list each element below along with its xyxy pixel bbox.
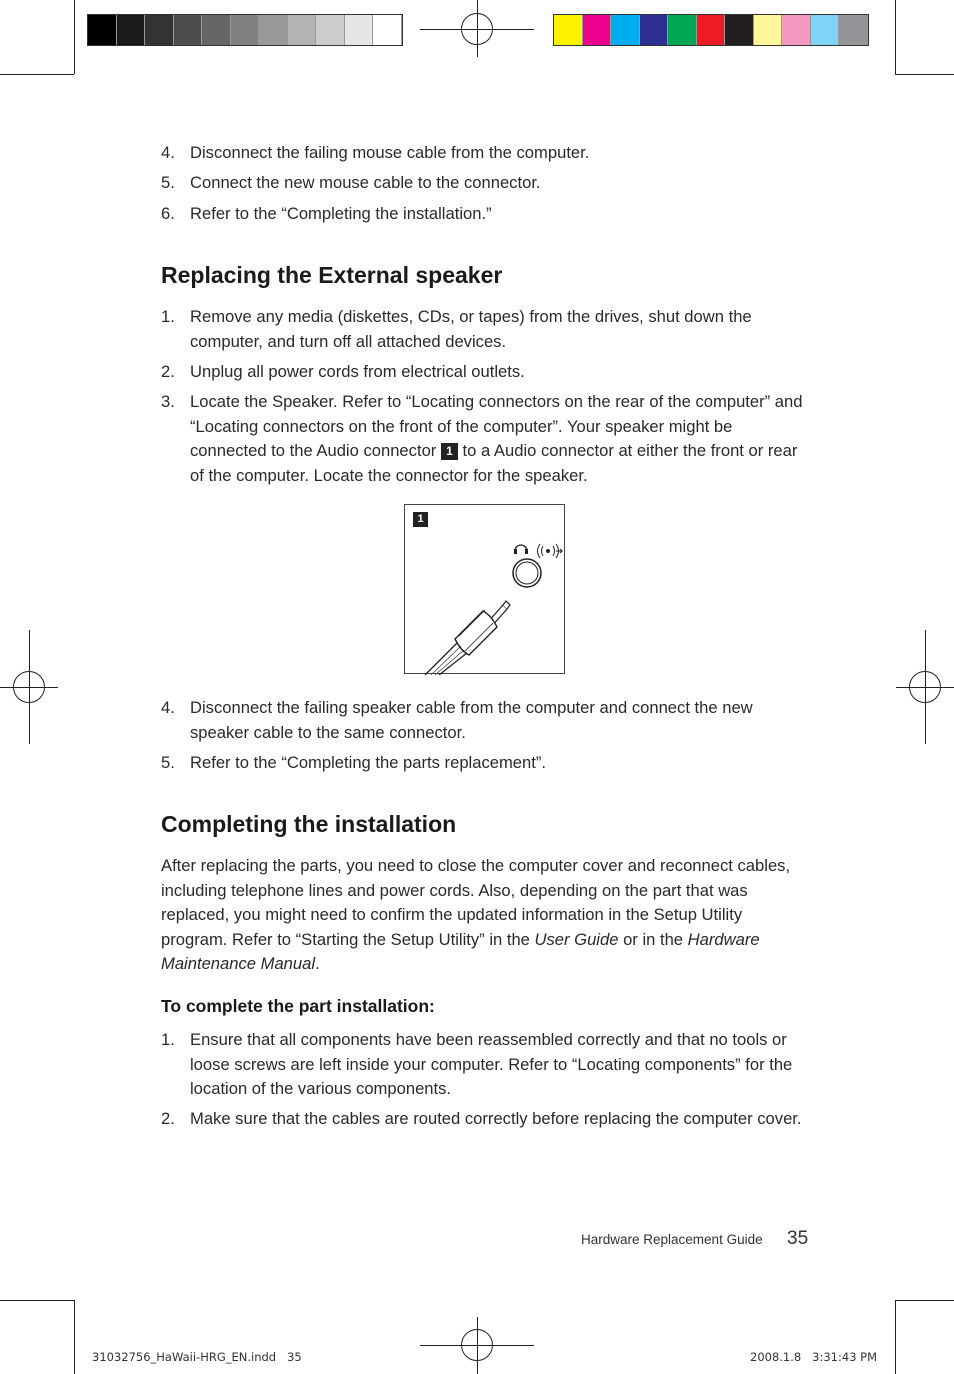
step-number: 2. bbox=[161, 362, 175, 381]
section-title-completing-installation: Completing the installation bbox=[161, 811, 457, 837]
audio-plug-illustration bbox=[405, 505, 566, 675]
step-number: 1. bbox=[161, 1030, 175, 1049]
color-swatch bbox=[640, 15, 669, 45]
color-swatch bbox=[117, 15, 146, 45]
hmm-reference: Hardware Maintenance Manual bbox=[161, 929, 760, 974]
process-color-bar bbox=[553, 14, 869, 46]
step-number: 5. bbox=[161, 173, 175, 192]
step-text bbox=[190, 390, 813, 488]
grayscale-color-bar bbox=[87, 14, 403, 46]
color-swatch bbox=[145, 15, 174, 45]
color-swatch bbox=[611, 15, 640, 45]
step-text: Disconnect the failing mouse cable from the computer. bbox=[190, 143, 590, 162]
color-swatch bbox=[373, 15, 402, 45]
color-swatch bbox=[88, 15, 117, 45]
step-number: 6. bbox=[161, 204, 175, 223]
color-swatch bbox=[811, 15, 840, 45]
paragraph-text: After replacing the parts, you need to close the computer cover and reconnect cables, including telephone lines and power cords. Also, depending on the part that was replaced, you might need to confirm the updated information in the Setup Utility program. Refer to “Starting the Setup Utility” in the bbox=[161, 856, 791, 949]
color-swatch bbox=[554, 15, 583, 45]
color-swatch bbox=[259, 15, 288, 45]
footer-guide-title: Hardware Replacement Guide bbox=[581, 1232, 763, 1247]
color-swatch bbox=[231, 15, 260, 45]
step-text: Make sure that the cables are routed correctly before replacing the computer cover. bbox=[190, 1109, 802, 1128]
paragraph-text: . bbox=[315, 954, 320, 974]
step-number: 3. bbox=[161, 392, 175, 411]
step-text: Refer to the “Completing the parts replacement”. bbox=[190, 753, 547, 772]
step-text: Connect the new mouse cable to the connector. bbox=[190, 173, 541, 192]
color-swatch bbox=[782, 15, 811, 45]
slug-timestamp: 2008.1.8 3:31:43 PM bbox=[750, 1350, 878, 1364]
step-text-part: Locate the Speaker. Refer to “Locating connectors on the rear of the computer” and “Locating connectors on the front of the computer”. Your speaker might be connected to the Audio connector bbox=[190, 392, 803, 461]
step-text: Unplug all power cords from electrical outlets. bbox=[190, 362, 525, 381]
user-guide-reference: User Guide bbox=[534, 929, 619, 949]
section-title-external-speaker: Replacing the External speaker bbox=[161, 262, 503, 288]
figure-callout-badge: 1 bbox=[413, 512, 428, 527]
color-swatch bbox=[345, 15, 374, 45]
step-number: 2. bbox=[161, 1109, 175, 1128]
color-swatch bbox=[839, 15, 868, 45]
color-swatch bbox=[668, 15, 697, 45]
step-number: 4. bbox=[161, 143, 175, 162]
step-text: Refer to the “Completing the installation.” bbox=[190, 204, 492, 223]
audio-connector-figure bbox=[404, 504, 565, 674]
slug-filename: 31032756_HaWaii-HRG_EN.indd 35 bbox=[92, 1350, 302, 1364]
color-swatch bbox=[288, 15, 317, 45]
color-swatch bbox=[316, 15, 345, 45]
color-swatch bbox=[583, 15, 612, 45]
page-number: 35 bbox=[787, 1228, 809, 1249]
callout-badge: 1 bbox=[441, 443, 458, 460]
step-text: Disconnect the failing speaker cable from the computer and connect the new speaker cable to the same connector. bbox=[190, 698, 753, 742]
color-swatch bbox=[202, 15, 231, 45]
color-swatch bbox=[697, 15, 726, 45]
step-text-part: to a Audio connector at either the front or rear of the computer. Locate the connector for the speaker. bbox=[190, 441, 798, 485]
color-swatch bbox=[174, 15, 203, 45]
subsection-title: To complete the part installation: bbox=[161, 996, 435, 1016]
step-number: 4. bbox=[161, 698, 175, 717]
step-text: Ensure that all components have been reassembled correctly and that no tools or loose screws are left inside your computer. Refer to “Locating components” for the location of the various components. bbox=[190, 1030, 793, 1099]
intro-paragraph bbox=[161, 854, 813, 977]
step-text: Remove any media (diskettes, CDs, or tapes) from the drives, shut down the computer, and turn off all attached devices. bbox=[190, 307, 752, 351]
step-number: 1. bbox=[161, 307, 175, 326]
step-number: 5. bbox=[161, 753, 175, 772]
color-swatch bbox=[725, 15, 754, 45]
color-swatch bbox=[754, 15, 783, 45]
paragraph-text: or in the bbox=[618, 929, 688, 949]
